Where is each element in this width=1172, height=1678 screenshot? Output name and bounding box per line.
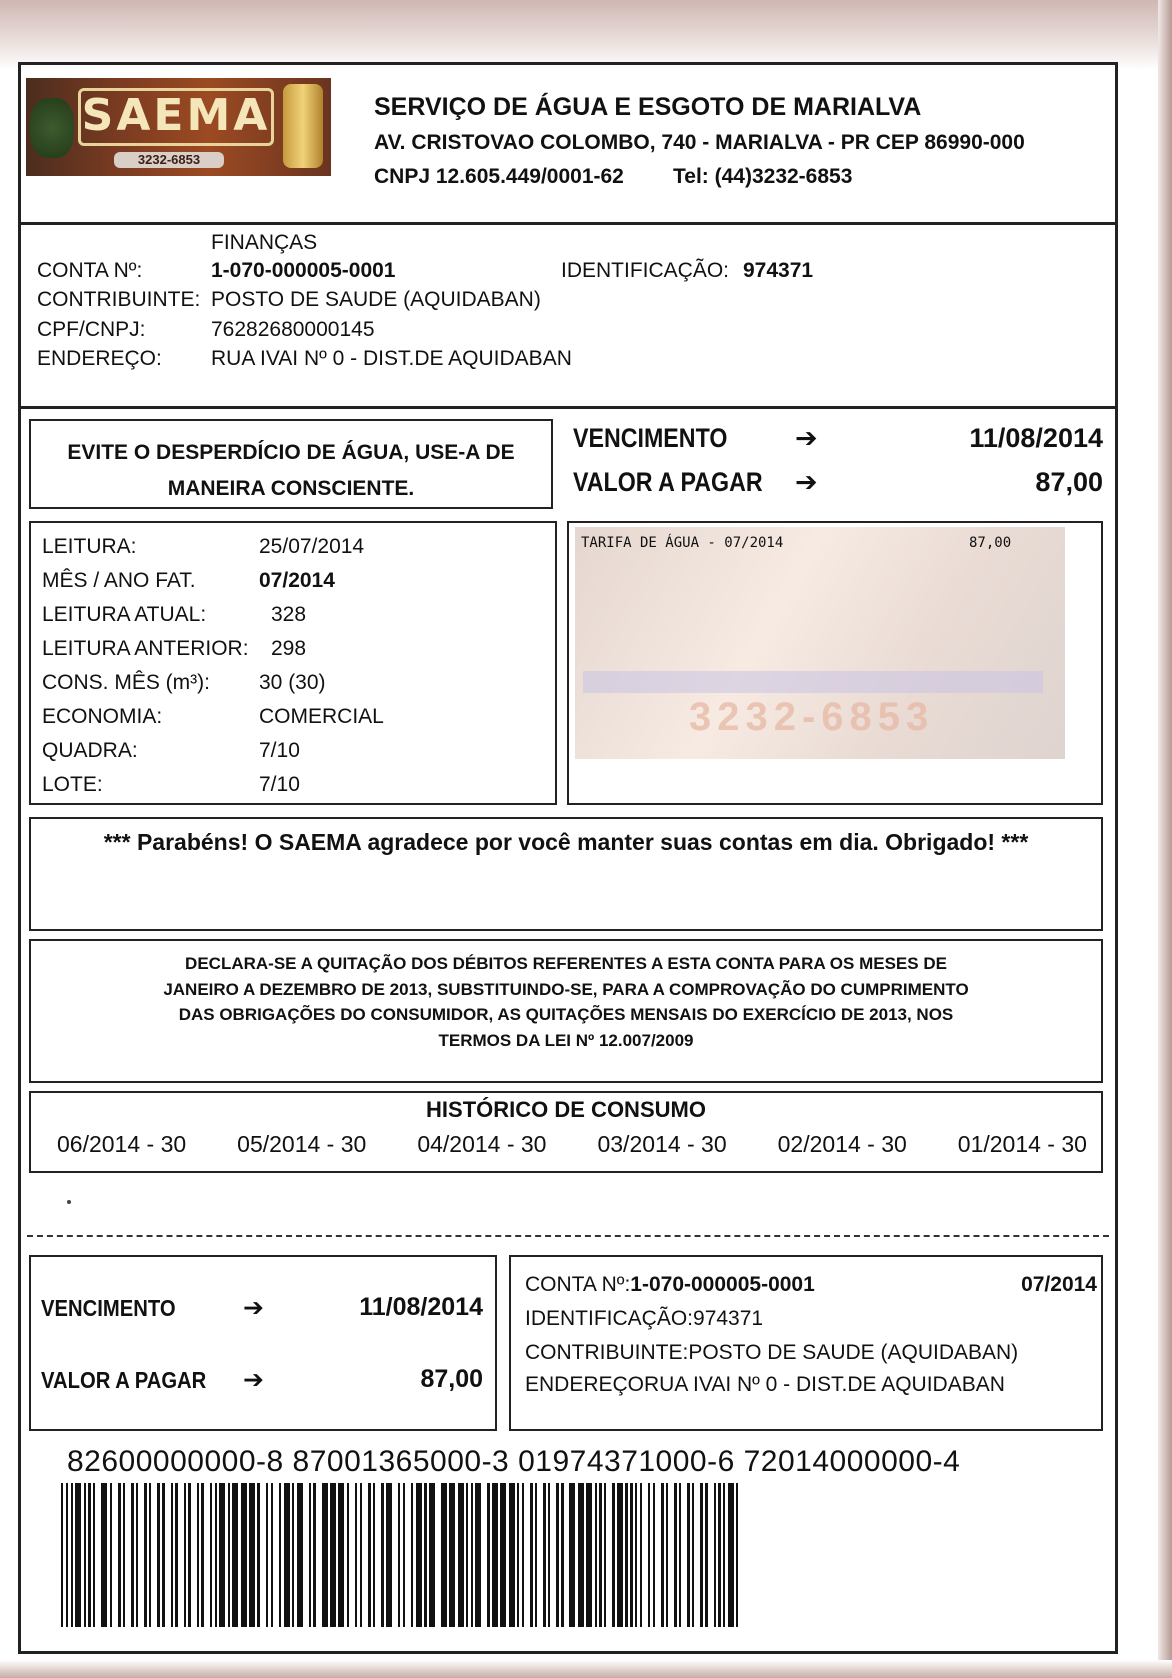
cpf-label: CPF/CNPJ: [37,318,146,341]
watermark-phone: 3232-6853 [689,695,935,739]
thanks-message: *** Parabéns! O SAEMA agradece por você manter suas contas em dia. Obrigado! *** [29,817,1103,931]
bill-header [21,65,1115,225]
reading-value: 30 (30) [259,671,326,694]
logo-phone: 3232-6853 [114,152,224,168]
history-title: HISTÓRICO DE CONSUMO [426,1097,706,1122]
endereco-value: RUA IVAI Nº 0 - DIST.DE AQUIDABAN [211,347,572,370]
notice-line-2: MANEIRA CONSCIENTE. [167,477,415,500]
stub-reference: 07/2014 [1021,1273,1097,1296]
org-cnpj: CNPJ 12.605.449/0001-62 [374,165,624,188]
stub-contrib: CONTRIBUINTE:POSTO DE SAUDE (AQUIDABAN) [525,1341,1019,1364]
due-summary [573,423,1103,513]
org-phone: Tel: (44)3232-6853 [673,165,853,188]
quitacao-line: DECLARA-SE A QUITAÇÃO DOS DÉBITOS REFERENTES A ESTA CONTA PARA OS MESES DE [185,954,947,973]
reading-label: MÊS / ANO FAT. [42,569,196,592]
org-address: AV. CRISTOVAO COLOMBO, 740 - MARIALVA - PR CEP 86990-000 [374,131,1025,154]
quitacao-line: JANEIRO A DEZEMBRO DE 2013, SUBSTITUINDO-SE, PARA A COMPROVAÇÃO DO CUMPRIMENTO [163,979,969,999]
arrow-right-icon: ➔ [795,467,818,497]
arrow-right-icon: ➔ [795,423,818,453]
conservation-notice [29,419,553,509]
stub-endereco: ENDEREÇORUA IVAI Nº 0 - DIST.DE AQUIDABAN [525,1373,1005,1396]
scan-edge [1158,0,1172,1678]
stub-venc-value: 11/08/2014 [359,1293,483,1321]
logo-wordmark: SAEMA [78,88,274,146]
contrib-value: POSTO DE SAUDE (AQUIDABAN) [211,288,541,311]
venc-label: VENCIMENTO [573,423,728,453]
cpf-value: 76282680000145 [211,318,375,341]
payment-barcode [61,1483,741,1627]
history-item: 03/2014 - 30 [597,1131,727,1157]
water-bill [18,62,1118,1654]
quitacao-line: DAS OBRIGAÇÕES DO CONSUMIDOR, AS QUITAÇÕES MENSAIS DO EXERCÍCIO DE 2013, NOS [178,1005,954,1024]
reading-value: 25/07/2014 [259,535,365,558]
tariff-amount: 87,00 [969,535,1012,551]
valor-label: VALOR A PAGAR [573,467,763,497]
org-name: SERVIÇO DE ÁGUA E ESGOTO DE MARIALVA [374,93,922,121]
quitacao-declaration [29,939,1103,1083]
pinecone-icon [30,98,74,158]
reading-value: 298 [271,637,307,660]
valve-icon [283,84,323,168]
notice-line-1: EVITE O DESPERDÍCIO DE ÁGUA, USE-A DE [67,441,515,464]
venc-value: 11/08/2014 [969,423,1103,453]
history-item: 05/2014 - 30 [237,1131,367,1157]
contrib-label: CONTRIBUINTE: [37,288,201,311]
arrow-right-icon: ➔ [243,1294,264,1322]
payment-stub [509,1255,1103,1431]
ident-label: IDENTIFICAÇÃO: [561,259,730,282]
barcode-bar [736,1483,738,1627]
scan-speck [67,1200,71,1204]
conta-value: 1-070-000005-0001 [211,259,396,282]
history-item: 06/2014 - 30 [57,1131,187,1157]
meter-reading [29,521,557,805]
stub-conta-value: 1-070-000005-0001 [630,1273,815,1296]
cut-line [27,1235,1109,1237]
history-row [57,1131,1087,1158]
stub-venc-label: VENCIMENTO [41,1295,176,1321]
digitable-line: 82600000000-8 87001365000-3 01974371000-6 72014000000-4 [67,1445,961,1478]
stub-conta [525,1273,815,1297]
conta-label: CONTA Nº: [37,259,143,282]
reading-label: LEITURA: [42,535,137,558]
watermark-band [583,671,1043,693]
reading-label: ECONOMIA: [42,705,163,728]
valor-value: 87,00 [1035,467,1103,497]
saema-logo [26,78,331,176]
reading-label: LEITURA ATUAL: [42,603,207,626]
reading-value: 328 [271,603,307,626]
reading-value: 7/10 [259,739,300,762]
reading-value: 07/2014 [259,569,335,592]
endereco-label: ENDEREÇO: [37,347,162,370]
history-item: 02/2014 - 30 [777,1131,907,1157]
stub-valor-value: 87,00 [420,1365,483,1393]
stub-due-summary [29,1255,497,1431]
reading-value: 7/10 [259,773,300,796]
stub-ident: IDENTIFICAÇÃO:974371 [525,1307,764,1330]
ident-value: 974371 [743,259,814,282]
stub-conta-label: CONTA Nº: [525,1273,631,1296]
account-info [21,225,1115,409]
arrow-right-icon: ➔ [243,1366,264,1394]
tariff-description: TARIFA DE ÁGUA - 07/2014 [581,535,784,551]
reading-label: LOTE: [42,773,103,796]
reading-label: CONS. MÊS (m³): [42,671,210,694]
history-item: 04/2014 - 30 [417,1131,547,1157]
reading-label: LEITURA ANTERIOR: [42,637,249,660]
consumption-history [29,1091,1103,1173]
tariff-box [567,521,1103,805]
scan-edge-bottom [0,1660,1172,1678]
quitacao-line: TERMOS DA LEI Nº 12.007/2009 [438,1030,694,1050]
reading-label: QUADRA: [42,739,138,762]
stub-valor-label: VALOR A PAGAR [41,1367,207,1393]
reading-value: COMERCIAL [259,705,384,728]
sector-label: FINANÇAS [211,231,318,254]
history-item: 01/2014 - 30 [957,1131,1087,1157]
